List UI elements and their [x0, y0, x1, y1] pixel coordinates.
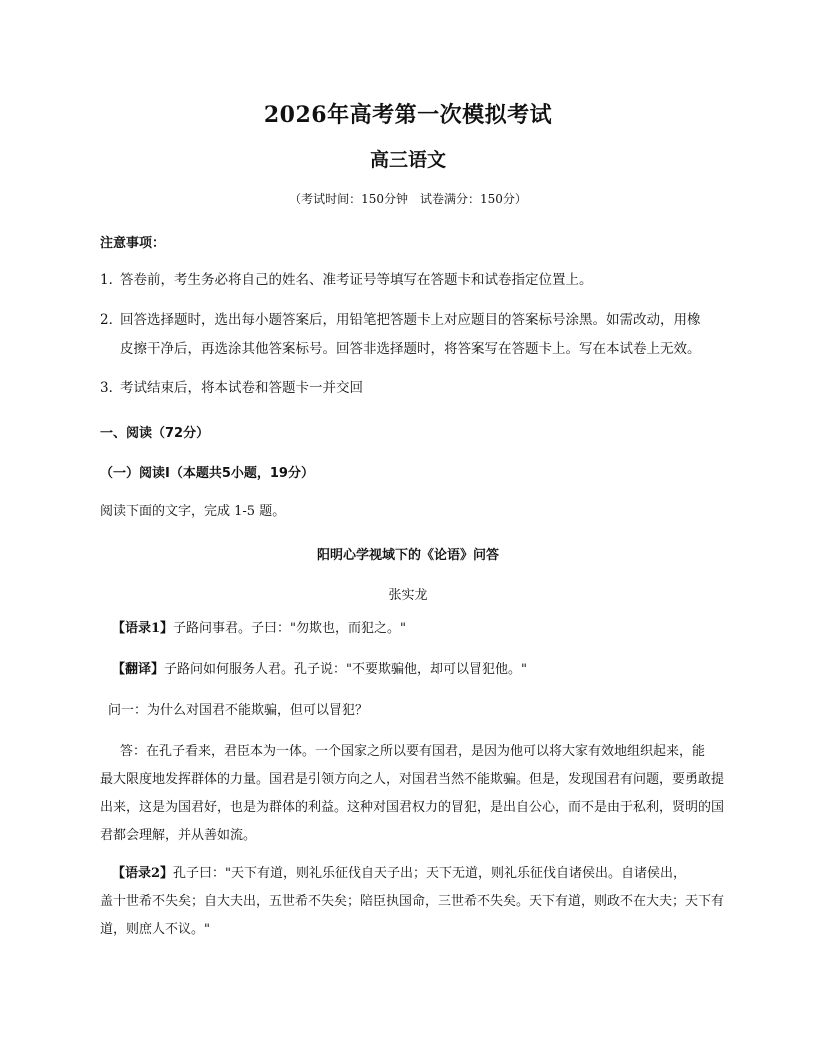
answer-1-line: 最大限度地发挥群体的力量。国君是引领方向之人，对国君当然不能欺骗。但是，发现国君有问题，要勇敢提: [100, 772, 725, 787]
notice-item-number: 3．: [100, 380, 123, 396]
exam-subject: 高三语文: [369, 149, 446, 171]
notice-heading: 注意事项：: [100, 236, 166, 251]
notice-item-3: [100, 374, 740, 403]
question-1: 问一：为什么对国君不能欺骗，但可以冒犯？: [108, 703, 369, 718]
quote-2: [100, 860, 740, 944]
quote-1-tag: 【语录1】: [112, 621, 174, 636]
exam-time-info: （考试时间：150分钟 试卷满分：150分）: [289, 192, 527, 206]
quote-1: [100, 615, 740, 643]
translation: [100, 656, 740, 684]
reading-instruction: 阅读下面的文字，完成 1-5 题。: [100, 504, 286, 519]
quote-1-text: 子路问事君。子曰："勿欺也，而犯之。": [173, 621, 407, 636]
quote-2-line: 道，则庶人不议。": [100, 922, 210, 937]
answer-1-line: 答：在孔子看来，君臣本为一体。一个国家之所以要有国君，是因为他可以将大家有效地组织起来，能: [120, 744, 706, 759]
notice-item-text: 回答选择题时，选出每小题答案后，用铅笔把答题卡上对应题目的答案标号涂黑。如需改动，用橡: [120, 312, 701, 328]
answer-1: [100, 738, 740, 850]
section-heading: 一、阅读（72分）: [100, 426, 210, 441]
subsection-heading: （一）阅读Ⅰ（本题共5小题，19分）: [100, 466, 314, 481]
notice-item-text-continued: 皮擦干净后，再选涂其他答案标号。回答非选择题时，将答案写在答题卡上。写在本试卷上无效。: [120, 341, 701, 357]
article-title: 阳明心学视域下的《论语》问答: [316, 548, 499, 563]
notice-item-text: 考试结束后，将本试卷和答题卡一并交回: [120, 380, 363, 396]
notice-item-1: [100, 266, 740, 295]
translation-tag: 【翻译】: [112, 662, 165, 677]
notice-item-2: [100, 306, 740, 364]
quote-2-line: 孔子曰："天下有道，则礼乐征伐自天子出；天下无道，则礼乐征伐自诸侯出。自诸侯出，: [173, 866, 687, 881]
quote-2-tag: 【语录2】: [112, 866, 174, 881]
answer-1-line: 君都会理解，并从善如流。: [100, 828, 257, 843]
notice-item-text: 答卷前，考生务必将自己的姓名、准考证号等填写在答题卡和试卷指定位置上。: [120, 272, 593, 288]
article-author: 张实龙: [388, 588, 428, 603]
translation-text: 子路问如何服务人君。孔子说："不要欺骗他，却可以冒犯他。": [164, 662, 527, 677]
notice-item-number: 2．: [100, 312, 123, 328]
quote-2-line: 盖十世希不失矣；自大夫出，五世希不失矣；陪臣执国命，三世希不失矣。天下有道，则政不在大夫；天下有: [100, 894, 725, 909]
answer-1-line: 出来，这是为国君好，也是为群体的利益。这种对国君权力的冒犯，是出自公心，而不是由于私利，贤明的国: [100, 800, 725, 815]
exam-title: 2026年高考第一次模拟考试: [263, 102, 553, 128]
notice-item-number: 1．: [100, 272, 123, 288]
